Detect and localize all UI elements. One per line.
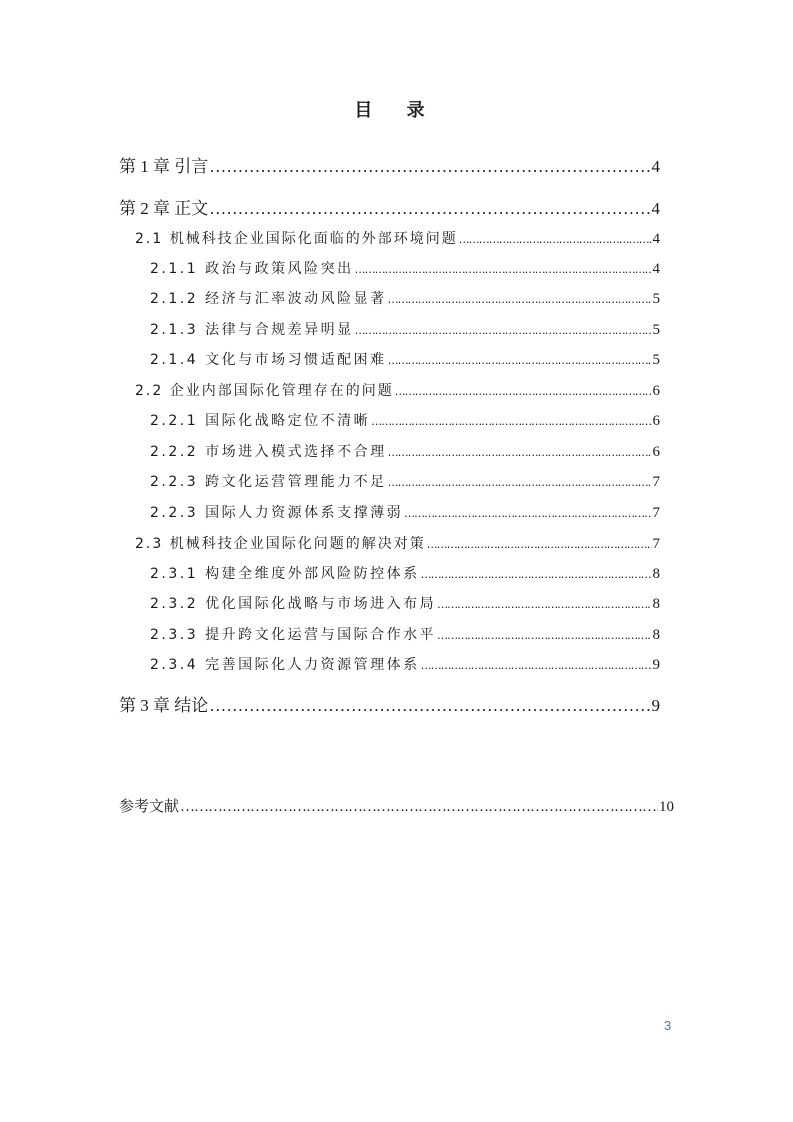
toc-entry-label: 2.2.3 跨文化运营管理能力不足: [150, 474, 387, 490]
toc-entry-page: 4: [651, 199, 660, 218]
toc-leader-dots: [427, 538, 652, 551]
toc-entry-page: 4: [652, 231, 660, 247]
page-number: 3: [664, 1018, 672, 1033]
toc-entry-label: 第 3 章 结论: [119, 696, 209, 715]
toc-entry-2-1-3[interactable]: [150, 319, 660, 339]
toc-entry-2-3-1[interactable]: [150, 563, 660, 583]
toc-entry-page: 4: [652, 261, 660, 277]
toc-entry-label: 2.2.3 国际人力资源体系支撑薄弱: [150, 505, 404, 521]
toc-entry-2-1-1[interactable]: [150, 258, 660, 278]
toc-entry-label: 2.2 企业内部国际化管理存在的问题: [135, 383, 394, 399]
toc-entry-label: 第 2 章 正文: [119, 199, 209, 218]
toc-entry-page: 7: [652, 474, 660, 490]
toc-entry-label: 2.3.4 完善国际化人力资源管理体系: [150, 657, 420, 673]
toc-leader-dots: [180, 799, 658, 816]
toc-entry-label: 2.3.1 构建全维度外部风险防控体系: [150, 566, 420, 582]
toc-leader-dots: [209, 696, 650, 716]
toc-entry-label: 2.3 机械科技企业国际化问题的解决对策: [135, 536, 426, 552]
toc-entry-page: 7: [652, 536, 660, 552]
toc-entry-label: 2.1 机械科技企业国际化面临的外部环境问题: [135, 231, 458, 247]
toc-leader-dots: [355, 263, 652, 276]
toc-entry-2-1-2[interactable]: [150, 288, 660, 308]
toc-entry-page: 4: [651, 157, 660, 176]
toc-entry-chapter-1[interactable]: [119, 152, 660, 177]
toc-entry-label: 参考文献: [119, 797, 180, 815]
toc-leader-dots: [371, 415, 651, 428]
toc-leader-dots: [437, 598, 651, 611]
toc-entry-2-3-2[interactable]: [150, 593, 660, 613]
toc-entry-label: 2.2.2 市场进入模式选择不合理: [150, 444, 387, 460]
toc-entry-page: 8: [652, 566, 660, 582]
toc-leader-dots: [421, 659, 652, 672]
toc-leader-dots: [388, 446, 652, 459]
toc-leader-dots: [388, 354, 652, 367]
toc-entry-page: 8: [652, 596, 660, 612]
toc-entry-2-2-3a[interactable]: [150, 471, 660, 491]
toc-entry-label: 2.1.3 法律与合规差异明显: [150, 322, 354, 338]
toc-entry-page: 6: [652, 413, 660, 429]
toc-entry-page: 9: [652, 657, 660, 673]
toc-leader-dots: [421, 568, 652, 581]
toc-leader-dots: [209, 199, 650, 219]
toc-entry-label: 2.3.3 提升跨文化运营与国际合作水平: [150, 627, 437, 643]
toc-entry-label: 2.2.1 国际化战略定位不清晰: [150, 413, 371, 429]
toc-leader-dots: [388, 476, 652, 489]
toc-leader-dots: [437, 629, 651, 642]
toc-entry-chapter-3[interactable]: [119, 691, 660, 716]
toc-leader-dots: [355, 324, 652, 337]
toc-leader-dots: [395, 385, 652, 398]
toc-entry-page: 9: [651, 696, 660, 715]
toc-entry-chapter-2[interactable]: [119, 194, 660, 219]
toc-entry-2-3-3[interactable]: [150, 624, 660, 644]
toc-entry-2-2-3b[interactable]: [150, 502, 660, 522]
toc-leader-dots: [459, 233, 652, 246]
toc-leader-dots: [388, 293, 652, 306]
toc-entry-page: 8: [652, 627, 660, 643]
toc-entry-page: 6: [652, 444, 660, 460]
toc-leader-dots: [209, 157, 650, 177]
toc-leader-dots: [404, 507, 651, 520]
toc-entry-label: 2.1.1 政治与政策风险突出: [150, 261, 354, 277]
toc-entry-label: 2.1.2 经济与汇率波动风险显著: [150, 291, 387, 307]
toc-entry-page: 5: [652, 352, 660, 368]
toc-entry-2-2-2[interactable]: [150, 441, 660, 461]
toc-entry-2-1[interactable]: [135, 228, 660, 248]
toc-title: 目 录: [354, 100, 439, 121]
toc-entry-page: 5: [652, 322, 660, 338]
toc-entry-label: 2.1.4 文化与市场习惯适配困难: [150, 352, 387, 368]
toc-entry-page: 10: [659, 799, 674, 815]
toc-entry-2-2[interactable]: [135, 380, 660, 400]
toc-entry-label: 2.3.2 优化国际化战略与市场进入布局: [150, 596, 437, 612]
toc-entry-references[interactable]: [119, 795, 674, 816]
toc-entry-2-1-4[interactable]: [150, 349, 660, 369]
toc-entry-label: 第 1 章 引言: [119, 157, 209, 176]
toc-entry-2-2-1[interactable]: [150, 410, 660, 430]
toc-entry-2-3-4[interactable]: [150, 654, 660, 674]
toc-entry-2-3[interactable]: [135, 533, 660, 553]
toc-entry-page: 6: [652, 383, 660, 399]
toc-entry-page: 5: [652, 291, 660, 307]
toc-entry-page: 7: [652, 505, 660, 521]
